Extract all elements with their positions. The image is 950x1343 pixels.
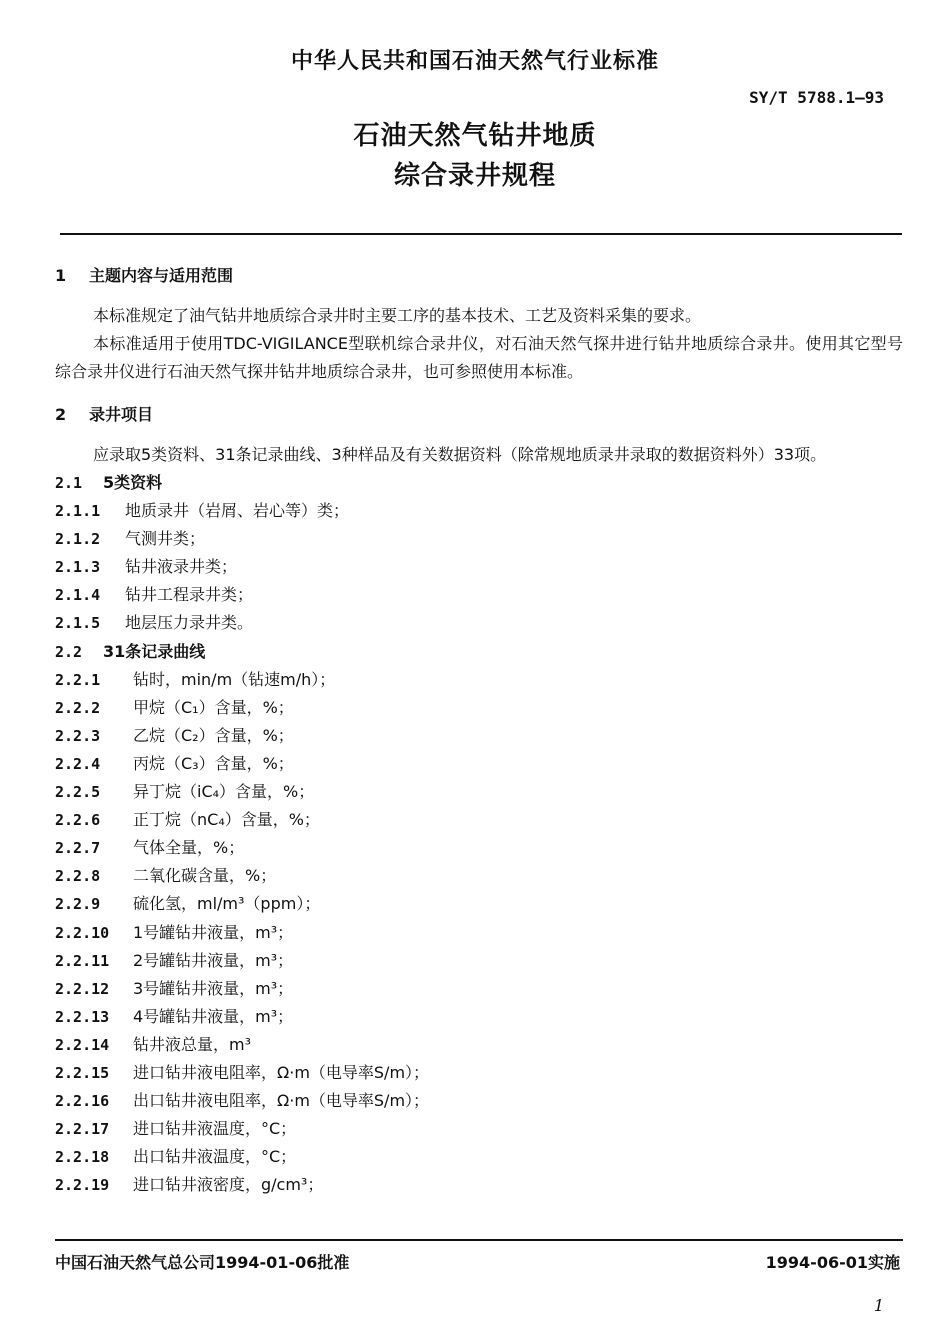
list-item [55, 581, 903, 609]
section-number: 1 [55, 266, 67, 285]
approval-date: 中国石油天然气总公司1994-01-06批准 [55, 1253, 350, 1272]
list-item [55, 1087, 903, 1115]
list-item [55, 1059, 903, 1087]
item-number: 2.2.18 [55, 1148, 110, 1167]
list-item [55, 609, 903, 637]
list-item [55, 1143, 903, 1171]
list-item [55, 778, 903, 806]
section-title: 主题内容与适用范围 [89, 266, 234, 285]
document-body [55, 262, 903, 1199]
list-item [55, 947, 903, 975]
item-number: 2.2.6 [55, 811, 101, 830]
subsection-2-1-heading [55, 469, 903, 497]
item-number: 2.2.14 [55, 1035, 110, 1054]
list-item [55, 694, 903, 722]
item-number: 2.1.4 [55, 586, 101, 605]
list-item [55, 553, 903, 581]
item-number: 2.2.17 [55, 1120, 110, 1139]
list-item [55, 1031, 903, 1059]
item-number: 2.2.10 [55, 923, 110, 942]
item-text: 正丁烷（nC₄）含量，%； [133, 810, 320, 830]
subsection-2-2-heading [55, 638, 903, 666]
list-item [55, 722, 903, 750]
item-number: 2.2.5 [55, 783, 101, 802]
footer-divider [55, 1239, 903, 1241]
document-title-line-2: 综合录井规程 [393, 161, 556, 191]
item-number: 2.1.3 [55, 558, 101, 577]
section-1-paragraph-2: 本标准适用于使用TDC-VIGILANCE型联机综合录井仪，对石油天然气探井进行钻井地质综合录井。使用其它型号综合录井仪进行石油天然气探井钻井地质综合录井，也可参照使用本标准。 [55, 334, 903, 381]
list-item [55, 862, 903, 890]
item-number: 2.2.9 [55, 895, 101, 914]
item-number: 2.2.12 [55, 979, 110, 998]
item-text: 气体全量，%； [133, 838, 245, 858]
list-item [55, 497, 903, 525]
item-text: 钻井液总量，m³ [133, 1034, 252, 1054]
item-text: 地层压力录井类。 [125, 613, 254, 633]
item-text: 硫化氢，ml/m³（ppm）； [133, 894, 321, 914]
section-2-heading [55, 401, 903, 429]
list-item [55, 806, 903, 834]
document-title [0, 116, 950, 196]
section-1-paragraph-1: 本标准规定了油气钻井地质综合录井时主要工序的基本技术、工艺及资料采集的要求。 [93, 306, 702, 325]
section-2-intro: 应录取5类资料、31条记录曲线、3种样品及有关数据资料（除常规地质录井录取的数据资料外）33项。 [93, 445, 827, 464]
item-number: 2.2.19 [55, 1176, 110, 1195]
list-item [55, 919, 903, 947]
item-number: 2.1.5 [55, 614, 101, 633]
item-number: 2.2.13 [55, 1007, 110, 1026]
section-1-heading [55, 262, 903, 290]
item-number: 2.2.16 [55, 1092, 110, 1111]
item-number: 2.2.4 [55, 754, 101, 773]
item-text: 进口钻井液密度，g/cm³； [133, 1175, 324, 1195]
item-text: 钻井液录井类； [125, 557, 238, 577]
list-item [55, 525, 903, 553]
item-number: 2.2.11 [55, 951, 110, 970]
list-item [55, 666, 903, 694]
item-text: 进口钻井液电阻率，Ω·m（电导率S/m）； [133, 1062, 430, 1082]
list-item [55, 1171, 903, 1199]
item-number: 2.2.2 [55, 698, 101, 717]
list-item [55, 834, 903, 862]
item-number: 2.2.7 [55, 839, 101, 858]
item-text: 乙烷（C₂）含量，%； [133, 725, 294, 745]
subsection-number: 2.2 [55, 642, 83, 661]
subsection-number: 2.1 [55, 474, 83, 492]
section-title: 录井项目 [89, 405, 154, 424]
item-number: 2.1.1 [55, 502, 101, 521]
list-item [55, 975, 903, 1003]
item-number: 2.1.2 [55, 530, 101, 549]
item-text: 出口钻井液电阻率，Ω·m（电导率S/m）； [133, 1091, 430, 1111]
subsection-title: 31条记录曲线 [103, 641, 206, 661]
standard-code: SY/T 5788.1—93 [749, 88, 884, 107]
list-item [55, 1003, 903, 1031]
item-text: 钻时，min/m（钻速m/h）； [133, 669, 336, 689]
page-number: 1 [873, 1296, 884, 1315]
item-text: 1号罐钻井液量，m³； [133, 922, 294, 942]
item-text: 4号罐钻井液量，m³； [133, 1006, 294, 1026]
subsection-2-2-list [55, 666, 903, 1200]
item-number: 2.2.3 [55, 726, 101, 745]
item-text: 出口钻井液温度，°C； [133, 1147, 297, 1167]
header-divider [60, 233, 902, 235]
subsection-2-1-list [55, 497, 903, 637]
item-text: 钻井工程录井类； [125, 585, 254, 605]
item-text: 3号罐钻井液量，m³； [133, 978, 294, 998]
item-number: 2.2.1 [55, 670, 101, 689]
effective-date: 1994-06-01实施 [765, 1253, 900, 1272]
item-text: 地质录井（岩屑、岩心等）类； [125, 501, 350, 521]
section-number: 2 [55, 405, 67, 424]
item-text: 气测井类； [125, 529, 206, 549]
item-text: 丙烷（C₃）含量，%； [133, 753, 294, 773]
list-item [55, 890, 903, 918]
item-text: 进口钻井液温度，°C； [133, 1119, 297, 1139]
item-number: 2.2.15 [55, 1063, 110, 1082]
item-text: 异丁烷（iC₄）含量，%； [133, 782, 315, 802]
item-text: 二氧化碳含量，%； [133, 866, 277, 886]
item-text: 甲烷（C₁）含量，%； [133, 697, 294, 717]
document-title-line-1: 石油天然气钻井地质 [353, 121, 597, 151]
industry-standard-title: 中华人民共和国石油天然气行业标准 [290, 49, 659, 74]
item-number: 2.2.8 [55, 867, 101, 886]
item-text: 2号罐钻井液量，m³； [133, 950, 294, 970]
list-item [55, 750, 903, 778]
subsection-title: 5类资料 [103, 473, 163, 492]
list-item [55, 1115, 903, 1143]
